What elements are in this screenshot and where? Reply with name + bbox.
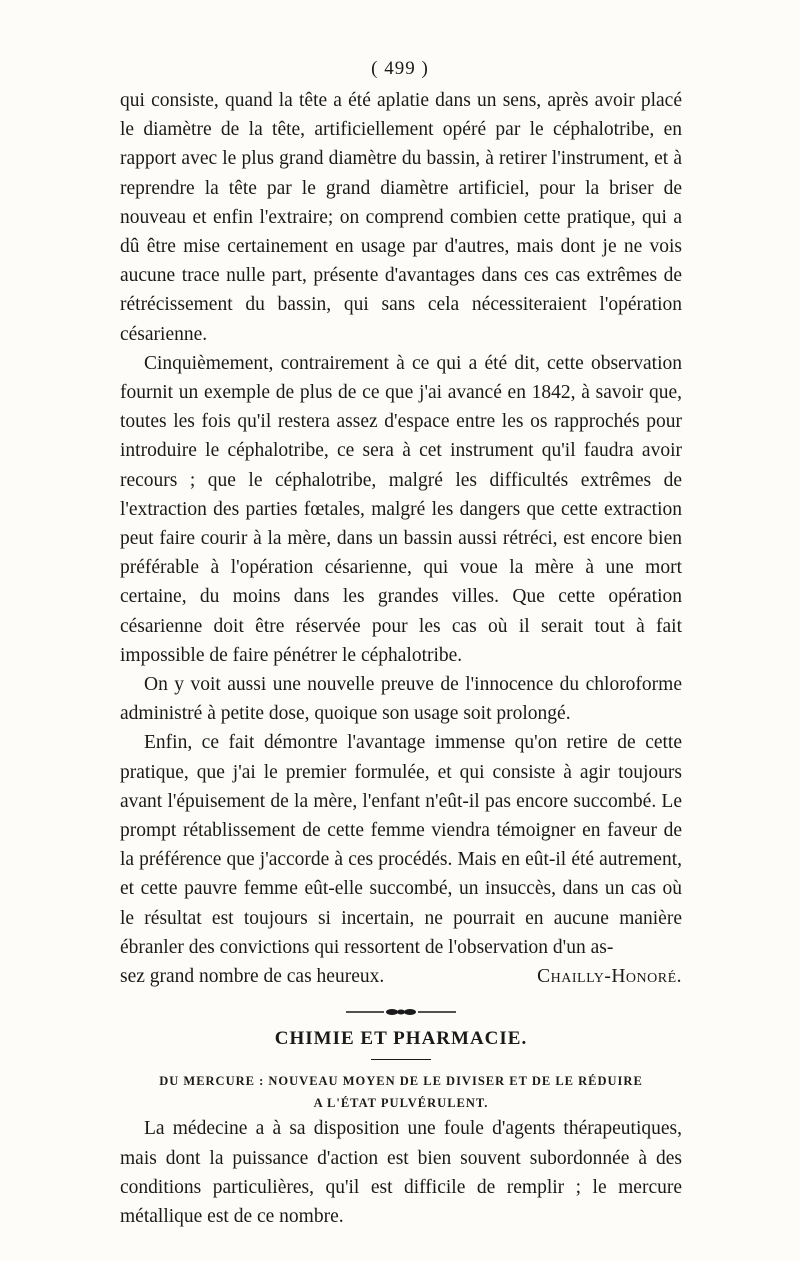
- closing-line: [120, 962, 682, 991]
- section-title: CHIMIE ET PHARMACIE.: [274, 1028, 528, 1050]
- text-column: [120, 86, 682, 1231]
- paragraph-enfin: Enfin, ce fait démontre l'avantage immense qu'on retire de cette pratique, que j'ai le premier formulée, et qui consiste à agir toujours avant l'épuisement de la mère, l'enfant n'eût-il pas encore succombé. Le prompt rétablissement de cette femme viendra témoigner en faveur de la préférence que j'accorde à ces procédés. Mais en eût-il été autrement, et cette pauvre femme eût-elle succombé, un insuccès, dans un cas où le résultat est toujours si incertain, ne pourrait en aucune manière ébranler des convictions qui ressortent de l'observation d'un as-: [120, 732, 682, 958]
- article-title-line1: DU MERCURE : NOUVEAU MOYEN DE LE DIVISER ET DE LE RÉDUIRE: [159, 1074, 643, 1089]
- closing-text: sez grand nombre de cas heureux.: [120, 966, 385, 988]
- page-number: ( 499 ): [371, 58, 429, 79]
- article-title: [120, 1070, 682, 1114]
- ornament-divider: [346, 1007, 456, 1017]
- article-body: La médecine a à sa disposition une foule d'agents thérapeutiques, mais dont la puissance d'action est bien souvent subordonnée à des conditions particulières, qu'il est difficile de remplir ; le mercure métallique est de ce nombre.: [120, 1118, 682, 1227]
- article-title-line2: A L'ÉTAT PULVÉRULENT.: [313, 1096, 489, 1111]
- paragraph-chloroforme: On y voit aussi une nouvelle preuve de l'innocence du chloroforme administré à petite dose, quoique son usage soit prolongé.: [120, 674, 682, 725]
- paragraph-continuation: qui consiste, quand la tête a été aplatie dans un sens, après avoir placé le diamètre de la tête, artificiellement opéré par le céphalotribe, en rapport avec le plus grand diamètre du bassin, à retirer l'instrument, et à reprendre la tête par le grand diamètre artificiel, pour la briser de nouveau et enfin l'extraire; on comprend combien cette pratique, qui a dû être mise certainement en usage par d'autres, mais dont je ne vois aucune trace nulle part, présente d'avantages dans ces cas extrêmes de rétrécissement du bassin, qui sans cela nécessiteraient l'opération césarienne.: [120, 90, 682, 345]
- section-rule: [371, 1059, 431, 1060]
- author-signature: Chailly-Honoré.: [537, 966, 682, 988]
- paragraph-cinquiemement: Cinquièmement, contrairement à ce qui a été dit, cette observation fournit un exemple de plus de ce que j'ai avancé en 1842, à savoir que, toutes les fois qu'il restera assez d'espace entre les os rapprochés pour introduire le céphalotribe, ce sera à cet instrument qu'il faudra avoir recours ; que le céphalotribe, malgré les difficultés extrêmes de l'extraction des parties fœtales, malgré les dangers que cette extraction peut faire courir à la mère, dans un bassin aussi rétréci, est encore bien préférable à l'opération césarienne, qui voue la mère à une mort certaine, du moins dans les grandes villes. Que cette opération césarienne doit être réservée pour les cas où il serait tout à fait impossible de faire pénétrer le céphalotribe.: [120, 352, 682, 666]
